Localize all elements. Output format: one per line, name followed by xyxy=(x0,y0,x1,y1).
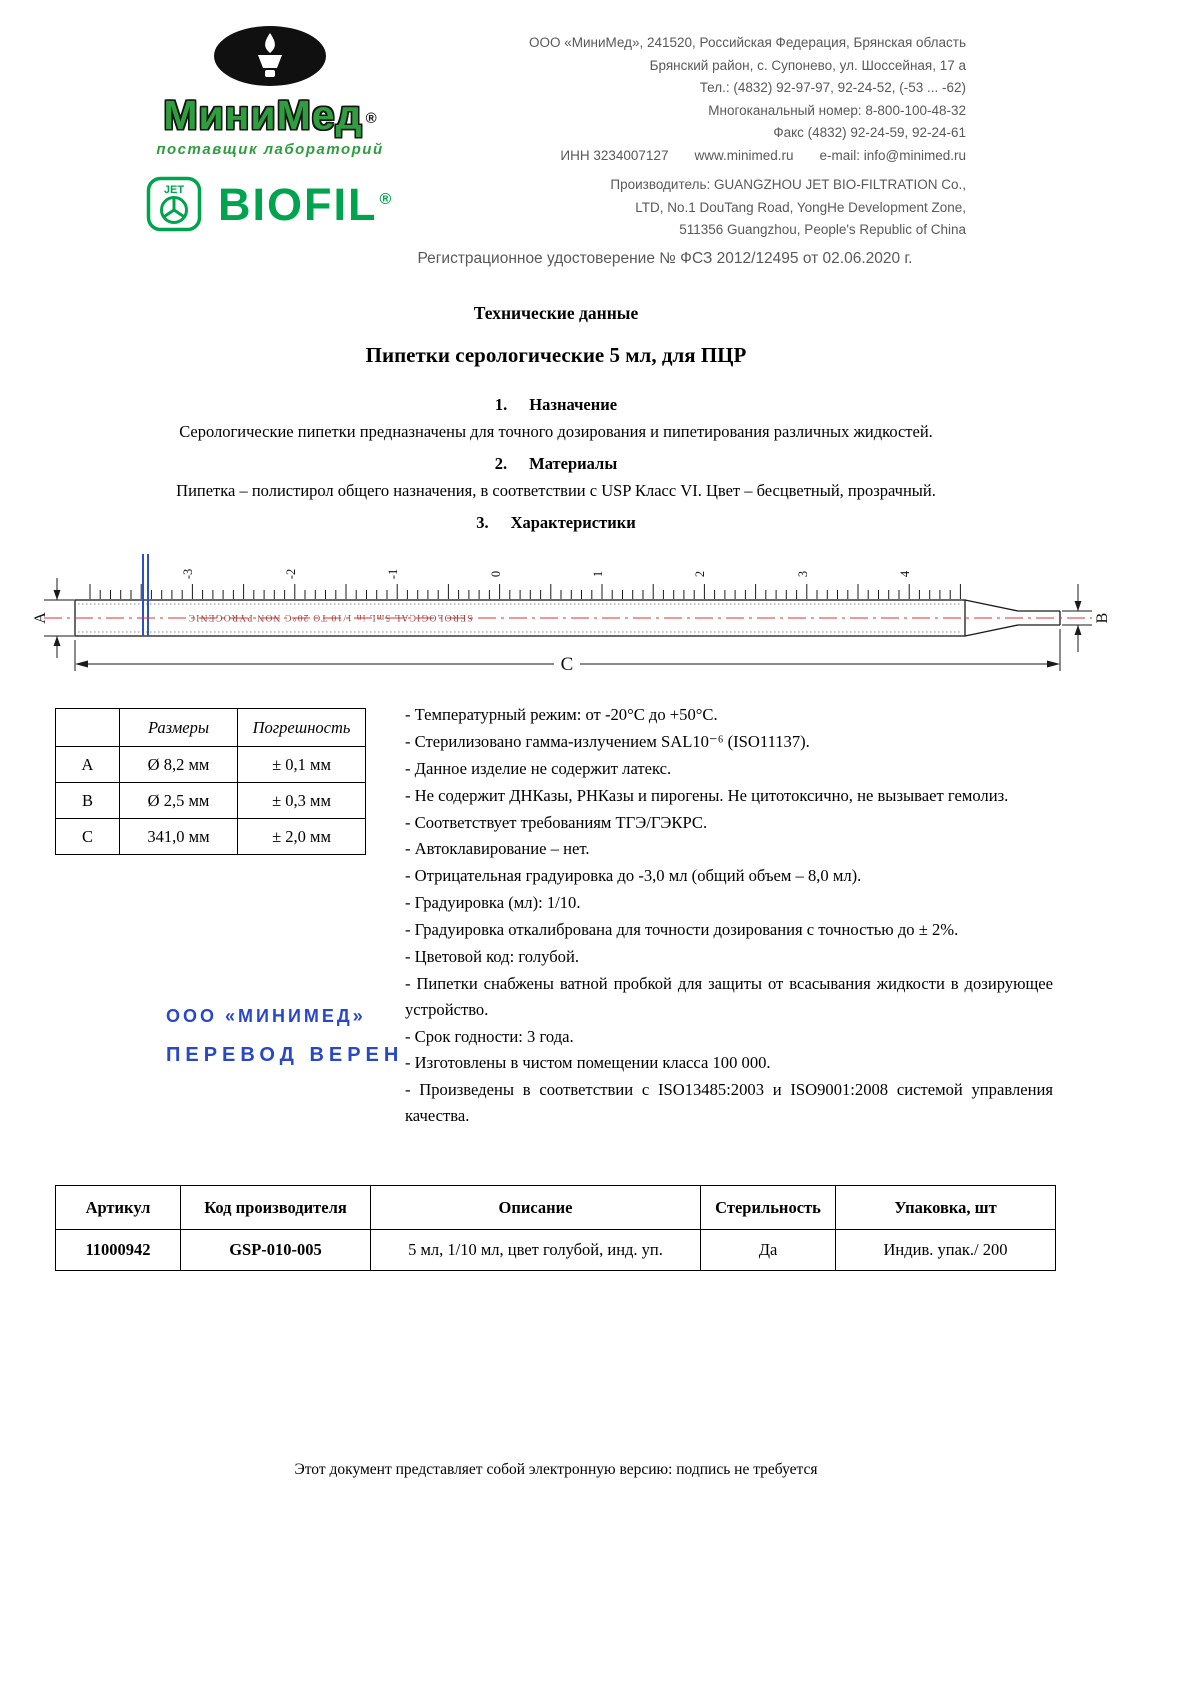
graduation-label: 0 xyxy=(489,570,503,578)
dimension-b-label: B xyxy=(1094,612,1111,624)
dim-letter: C xyxy=(56,819,120,855)
registration-certificate-line: Регистрационное удостоверение № ФСЗ 2012/12495 от 02.06.2020 г. xyxy=(417,250,913,267)
table-header-row xyxy=(56,1186,1056,1230)
section-number: 2. xyxy=(494,454,508,473)
section-number: 3. xyxy=(476,513,489,532)
section-label: Материалы xyxy=(529,454,618,473)
inn-number: ИНН 3234007127 xyxy=(560,147,669,163)
characteristic-item: - Данное изделие не содержит латекс. xyxy=(405,758,672,778)
biofil-wordmark xyxy=(218,178,394,230)
graduation-label: 2 xyxy=(693,570,707,578)
dim-size: 341,0 мм xyxy=(120,819,238,855)
characteristic-item: - Не содержит ДНКазы, РНКазы и пирогены. Не цитотоксично, не вызывает гемолиз. xyxy=(405,785,1009,805)
dimension-c-label: C xyxy=(560,654,574,675)
cell-sterility: Да xyxy=(701,1230,836,1271)
characteristic-item: - Изготовлены в чистом помещении класса 100 000. xyxy=(405,1053,771,1073)
tube-print-text: SEROLOGICAL 5mL in 1/10 TO 20°C NON PYROGENIC xyxy=(187,612,473,622)
section-2-body: Пипетка – полистирол общего назначения, в соответствии с USP Класс VI. Цвет – бесцветный, прозрачный. xyxy=(176,481,936,500)
cell-article: 11000942 xyxy=(56,1230,181,1271)
dim-letter: A xyxy=(56,747,120,783)
table-row xyxy=(56,1230,1056,1271)
dim-tolerance: ± 0,1 мм xyxy=(238,747,366,783)
header-article: Артикул xyxy=(56,1186,181,1230)
manufacturer-line: LTD, No.1 DouTang Road, YongHe Development Zone, xyxy=(635,199,966,215)
jet-icon-text: JET xyxy=(163,184,185,196)
manufacturer-line: Производитель: GUANGZHOU JET BIO-FILTRATION Co., xyxy=(610,177,966,192)
biofil-text: BIOFIL xyxy=(218,178,378,230)
header-cell-tolerance: Погрешность xyxy=(238,709,366,747)
contact-line: Тел.: (4832) 92-97-97, 92-24-52, (-53 ... -62) xyxy=(699,80,966,95)
header-mfr-code: Код производителя xyxy=(181,1186,371,1230)
section-number: 1. xyxy=(494,395,508,414)
characteristic-item: - Произведены в соответствии с ISO13485:2003 и ISO9001:2008 системой управления качества. xyxy=(405,1080,1053,1126)
translation-stamp xyxy=(166,1006,403,1067)
section-label: Характеристики xyxy=(510,513,636,532)
characteristic-item: - Пипетки снабжены ватной пробкой для защиты от всасывания жидкости в дозирующее устройство. xyxy=(405,973,1053,1019)
cell-packing: Индив. упак./ 200 xyxy=(836,1230,1056,1271)
registered-mark-icon: ® xyxy=(379,190,394,208)
section-1-body: Серологические пипетки предназначены для точного дозирования и пипетирования различных жидкостей. xyxy=(179,422,933,441)
header-cell-sizes: Размеры xyxy=(120,709,238,747)
doc-type-title: Технические данные xyxy=(473,303,639,323)
manufacturer-line: 511356 Guangzhou, People's Republic of China xyxy=(679,222,966,237)
stamp-company-line: ООО «МИНИМЕД» xyxy=(166,1006,366,1026)
registered-mark-icon: ® xyxy=(365,109,377,127)
graduation-ticks xyxy=(90,584,960,599)
dim-tolerance: ± 0,3 мм xyxy=(238,783,366,819)
section-2-heading xyxy=(120,454,992,474)
graduation-label: 4 xyxy=(898,570,912,578)
contact-line: Многоканальный номер: 8-800-100-48-32 xyxy=(708,102,966,118)
characteristic-item: - Цветовой код: голубой. xyxy=(405,946,579,966)
company-contacts xyxy=(420,32,966,167)
contact-line: Брянский район, с. Супонево, ул. Шоссейная, 17 а xyxy=(649,57,966,73)
graduation-label: -1 xyxy=(386,568,400,580)
dimensions-table xyxy=(55,708,366,855)
characteristic-item: - Стерилизовано гамма-излучением SAL10⁻⁶ (ISO11137). xyxy=(405,731,810,751)
cell-mfr-code: GSP-010-005 xyxy=(181,1230,371,1271)
pipette-technical-drawing xyxy=(30,540,1170,690)
product-title: Пипетки серологические 5 мл, для ПЦР xyxy=(365,343,747,367)
stamp-translation-line: ПЕРЕВОД ВЕРЕН xyxy=(166,1044,404,1066)
characteristic-item: - Градуировка откалибрована для точности дозирования с точностью до ± 2%. xyxy=(405,920,959,939)
email-text: e-mail: info@minimed.ru xyxy=(819,147,966,163)
section-1-heading xyxy=(120,395,992,415)
minimed-wordmark: МиниМед xyxy=(163,92,363,138)
characteristic-item: - Градуировка (мл): 1/10. xyxy=(405,893,581,913)
dim-size: Ø 8,2 мм xyxy=(120,747,238,783)
characteristic-item: - Автоклавирование – нет. xyxy=(405,839,590,859)
table-row xyxy=(56,819,366,855)
header-description: Описание xyxy=(371,1186,701,1230)
dim-letter: B xyxy=(56,783,120,819)
dimension-a-label: A xyxy=(32,612,49,624)
table-header-row xyxy=(56,709,366,747)
characteristic-item: - Температурный режим: от -20°С до +50°С. xyxy=(405,705,718,724)
characteristics-list xyxy=(405,702,1053,1130)
section-label: Назначение xyxy=(529,395,618,414)
header-packing: Упаковка, шт xyxy=(836,1186,1056,1230)
section-3-heading xyxy=(120,513,992,533)
characteristic-item: - Соответствует требованиям ТГЭ/ГЭКРС. xyxy=(405,812,708,832)
graduation-label: 1 xyxy=(591,570,605,578)
biofil-jet-icon xyxy=(146,176,202,232)
graduation-scale xyxy=(181,569,912,579)
product-table xyxy=(55,1185,1056,1271)
table-row xyxy=(56,747,366,783)
characteristic-item: - Срок годности: 3 года. xyxy=(405,1026,574,1046)
characteristic-item: - Отрицательная градуировка до -3,0 мл (общий объем – 8,0 мл). xyxy=(405,866,862,886)
website-text: www.minimed.ru xyxy=(694,147,794,163)
requisites-line xyxy=(420,145,966,168)
biofil-logo xyxy=(146,176,393,232)
graduation-label: -2 xyxy=(284,568,298,580)
contact-line: Факс (4832) 92-24-59, 92-24-61 xyxy=(773,125,966,140)
dim-size: Ø 2,5 мм xyxy=(120,783,238,819)
contact-line: ООО «МиниМед», 241520, Российская Федерация, Брянская область xyxy=(528,35,966,50)
manufacturer-info xyxy=(420,174,966,242)
graduation-label: 3 xyxy=(796,570,810,578)
dim-tolerance: ± 2,0 мм xyxy=(238,819,366,855)
table-row xyxy=(56,783,366,819)
minimed-tagline: поставщик лабораторий xyxy=(156,141,384,158)
cell-description: 5 мл, 1/10 мл, цвет голубой, инд. уп. xyxy=(371,1230,701,1271)
footer-note: Этот документ представляет собой электронную версию: подпись не требуется xyxy=(294,1461,818,1478)
minimed-emblem-icon xyxy=(211,24,329,88)
header-cell-empty xyxy=(56,709,120,747)
header-sterility: Стерильность xyxy=(701,1186,836,1230)
minimed-logo xyxy=(138,24,402,158)
graduation-label: -3 xyxy=(181,568,195,580)
